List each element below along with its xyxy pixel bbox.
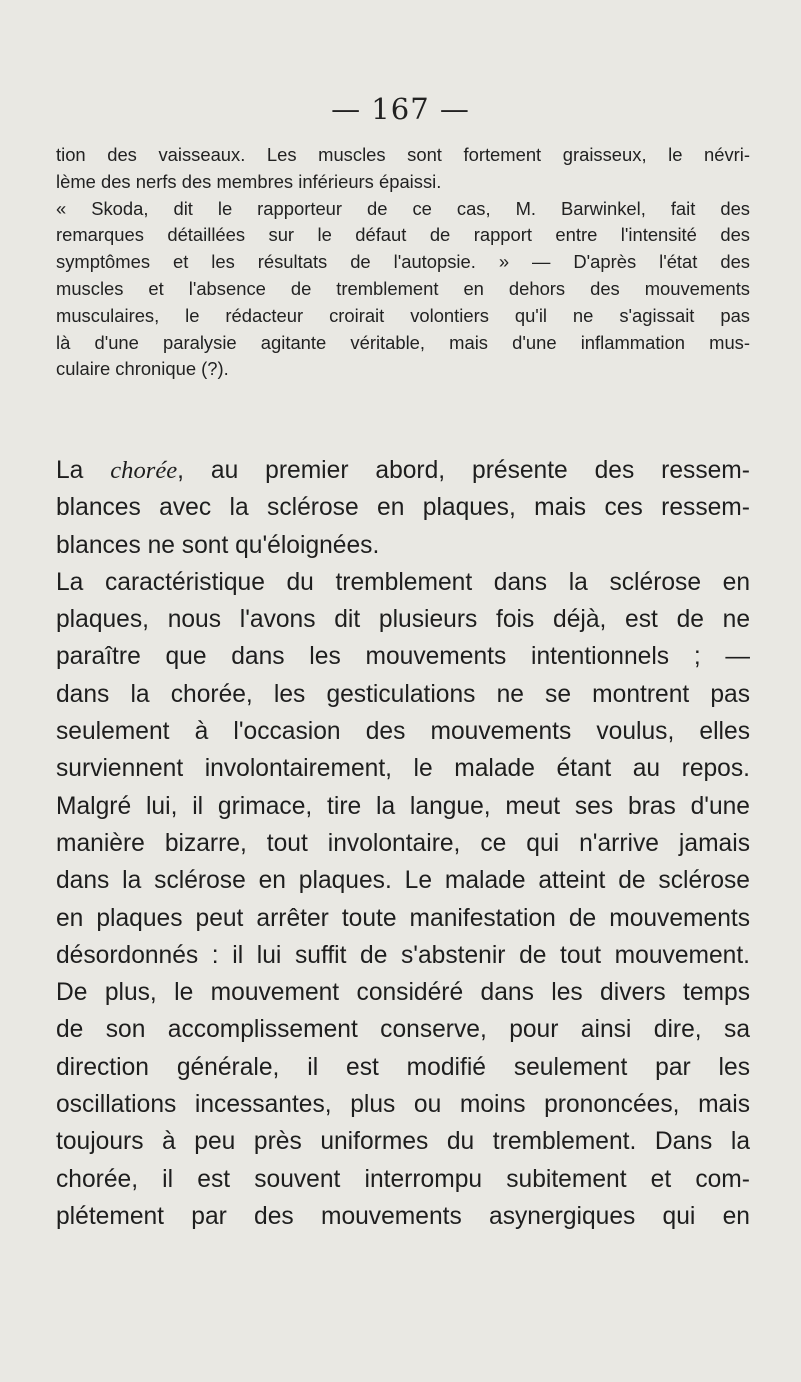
text-line: oscillations incessantes, plus ou moins prononcées, mais (56, 1091, 750, 1119)
text-line: de son accomplissement conserve, pour ainsi dire, sa (56, 1016, 750, 1044)
text-line: blances avec la sclérose en plaques, mais ces ressem- (56, 494, 750, 522)
text-line: plétement par des mouvements asynergiques qui en (56, 1202, 750, 1230)
text-line: tion des vaisseaux. Les muscles sont fortement graisseux, le névri- (56, 144, 750, 165)
text-line: La chorée, au premier abord, présente des ressem- (56, 457, 750, 484)
text-line: désordonnés : il lui suffit de s'abstenir de tout mouvement. (56, 941, 750, 969)
text-line: culaire chronique (?). (56, 358, 229, 380)
main-body-text (56, 452, 750, 1235)
text-line: De plus, le mouvement considéré dans les divers temps (56, 979, 750, 1007)
text-line: surviennent involontairement, le malade étant au repos. (56, 755, 750, 783)
text-line: plaques, nous l'avons dit plusieurs fois déjà, est de ne (56, 606, 750, 634)
text-line: toujours à peu près uniformes du tremblement. Dans la (56, 1128, 750, 1156)
text-line: dans la sclérose en plaques. Le malade atteint de sclérose (56, 867, 750, 895)
text-line: musculaires, le rédacteur croirait volontiers qu'il ne s'agissait pas (56, 304, 750, 326)
text-line: en plaques peut arrêter toute manifestation de mouvements (56, 904, 750, 932)
text-line: paraître que dans les mouvements intentionnels ; — (56, 643, 750, 671)
text-line: direction générale, il est modifié seulement par les (56, 1053, 750, 1081)
italic-term: chorée (110, 457, 178, 484)
text-line: symptômes et les résultats de l'autopsie. » — D'après l'état des (56, 251, 750, 273)
text-line: manière bizarre, tout involontaire, ce qui n'arrive jamais (56, 829, 750, 857)
text-line: muscles et l'absence de tremblement en dehors des mouvements (56, 277, 750, 299)
text-line: là d'une paralysie agitante véritable, mais d'une inflammation mus- (56, 331, 750, 353)
text-line: dans la chorée, les gesticulations ne se montrent pas (56, 680, 750, 708)
text-line: lème des nerfs des membres inférieurs épaissi. (56, 170, 442, 192)
text-line: Malgré lui, il grimace, tire la langue, meut ses bras d'une (56, 792, 750, 820)
text-line: « Skoda, dit le rapporteur de ce cas, M. Barwinkel, fait des (56, 197, 750, 219)
text-line: chorée, il est souvent interrompu subitement et com- (56, 1165, 750, 1193)
text-line: La caractéristique du tremblement dans la sclérose en (56, 568, 750, 596)
small-print-passage (56, 142, 750, 383)
page-number: — 167 — (331, 92, 470, 126)
text-line: remarques détaillées sur le défaut de rapport entre l'intensité des (56, 224, 750, 246)
text-line: blances ne sont qu'éloignées. (56, 531, 380, 559)
text-line: seulement à l'occasion des mouvements voulus, elles (56, 718, 750, 746)
